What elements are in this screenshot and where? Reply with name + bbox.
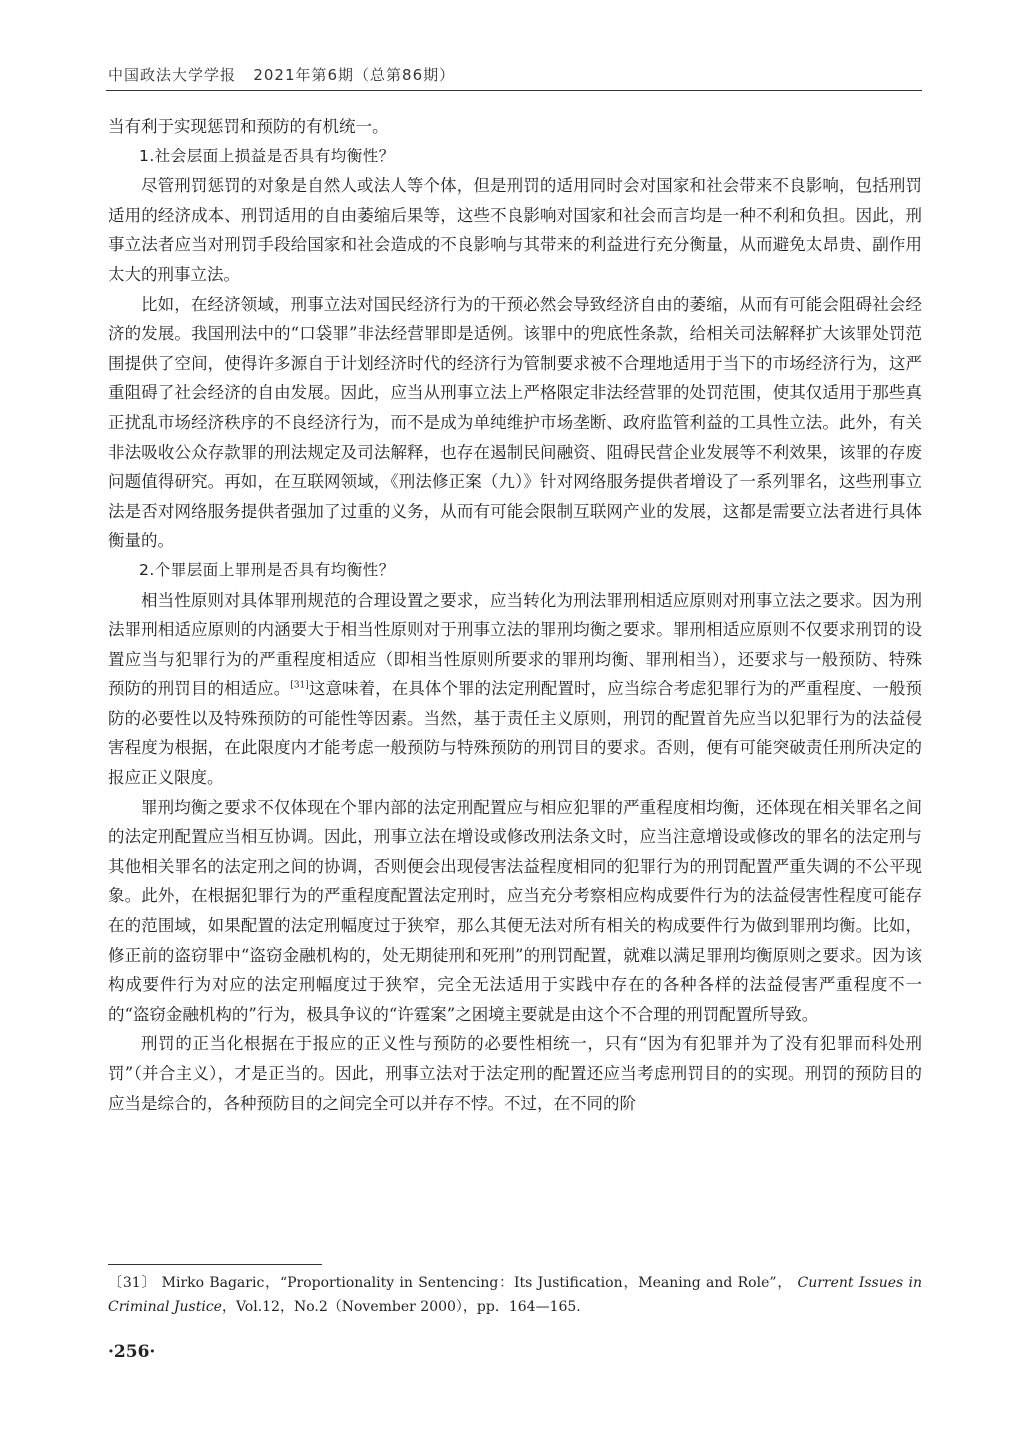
footnote [108, 1271, 922, 1319]
main-text [108, 112, 922, 1118]
paragraph-with-footnote [108, 586, 922, 793]
issue-info: 2021年第6期（总第86期） [253, 66, 456, 84]
section-heading-2: 2.个罪层面上罪刑是否具有均衡性？ [139, 560, 395, 579]
paragraph: 刑罚的正当化根据在于报应的正义性与预防的必要性相统一，只有“因为有犯罪并为了没有犯罪而科处刑罚”（并合主义），才是正当的。因此，刑事立法对于法定刑的配置还应当考虑刑罚目的的实现。刑罚的预防目的应当是综合的，各种预防目的之间完全可以并存不悖。不过，在不同的阶 [108, 1034, 922, 1113]
footnote-rule [108, 1264, 322, 1265]
footnote-journal: Criminal Justice [108, 1299, 222, 1315]
paragraph-continuation: 当有利于实现惩罚和预防的有机统一。 [108, 117, 389, 136]
footnote-reference[interactable]: [31] [290, 680, 309, 691]
journal-name: 中国政法大学学报 [108, 66, 237, 84]
footnote-journal: Current Issues in [797, 1275, 922, 1291]
footnote-label: 〔31〕 [108, 1275, 157, 1291]
section-heading-1: 1.社会层面上损益是否具有均衡性？ [139, 146, 395, 165]
paragraph: 比如，在经济领域，刑事立法对国民经济行为的干预必然会导致经济自由的萎缩，从而有可能会阻碍社会经济的发展。我国刑法中的“口袋罪”非法经营罪即是适例。该罪中的兜底性条款，给相关司法解释扩大该罪处罚范围提供了空间，使得许多源自于计划经济时代的经济行为管制要求被不合理地适用于当下的市场经济行为，这严重阻碍了社会经济的自由发展。因此，应当从刑事立法上严格限定非法经营罪的处罚范围，使其仅适用于那些真正扰乱市场经济秩序的不良经济行为，而不是成为单纯维护市场垄断、政府监管利益的工具性立法。此外，有关非法吸收公众存款罪的刑法规定及司法解释，也存在遏制民间融资、阻碍民营企业发展等不利效果，该罪的存废问题值得研究。再如，在互联网领域，《刑法修正案（九）》针对网络服务提供者增设了一系列罪名，这些刑事立法是否对网络服务提供者强加了过重的义务，从而有可能会限制互联网产业的发展，这都是需要立法者进行具体衡量的。 [108, 294, 922, 551]
header-rule [106, 90, 922, 91]
paragraph: 尽管刑罚惩罚的对象是自然人或法人等个体，但是刑罚的适用同时会对国家和社会带来不良影响，包括刑罚适用的经济成本、刑罚适用的自由萎缩后果等，这些不良影响对国家和社会而言均是一种不利和负担。因此，刑事立法者应当对刑罚手段给国家和社会造成的不良影响与其带来的利益进行充分衡量，从而避免太昂贵、副作用太大的刑事立法。 [108, 176, 922, 284]
paragraph-text: 相当性原则对具体罪刑规范的合理设置之要求，应当转化为刑法罪刑相适应原则对刑事立法之要求。因为刑法罪刑相适应原则的内涵要大于相当性原则对于刑事立法的罪刑均衡之要求。罪刑相适应原则不仅要求刑罚的设置应当与犯罪行为的严重程度相适应（即相当性原则所要求的罪刑均衡、罪刑相当），还要求与一般预防、特殊预防的刑罚目的相适应。 [108, 590, 922, 699]
page-number: ·256· [108, 1342, 156, 1362]
running-header [108, 64, 922, 85]
footnote-text: Mirko Bagaric，“Proportionality in Sentencing：Its Justification，Meaning and Role”， [161, 1275, 793, 1291]
footnote-text: ，Vol.12，No.2（November 2000），pp．164—165. [221, 1299, 581, 1315]
paragraph-text: 这意味着，在具体个罪的法定刑配置时，应当综合考虑犯罪行为的严重程度、一般预防的必要性以及特殊预防的可能性等因素。当然，基于责任主义原则，刑罚的配置首先应当以犯罪行为的法益侵害程度为根据，在此限度内才能考虑一般预防与特殊预防的刑罚目的要求。否则，便有可能突破责任刑所决定的报应正义限度。 [108, 679, 923, 788]
paragraph: 罪刑均衡之要求不仅体现在个罪内部的法定刑配置应与相应犯罪的严重程度相均衡，还体现在相关罪名之间的法定刑配置应当相互协调。因此，刑事立法在增设或修改刑法条文时，应当注意增设或修改的罪名的法定刑与其他相关罪名的法定刑之间的协调，否则便会出现侵害法益程度相同的犯罪行为的刑罚配置严重失调的不公平现象。此外，在根据犯罪行为的严重程度配置法定刑时，应当充分考察相应构成要件行为的法益侵害性程度可能存在的范围域，如果配置的法定刑幅度过于狭窄，那么其便无法对所有相关的构成要件行为做到罪刑均衡。比如，修正前的盗窃罪中“盗窃金融机构的，处无期徒刑和死刑”的刑罚配置，就难以满足罪刑均衡原则之要求。因为该构成要件行为对应的法定刑幅度过于狭窄，完全无法适用于实践中存在的各种各样的法益侵害严重程度不一的“盗窃金融机构的”行为，极具争议的“许霆案”之困境主要就是由这个不合理的刑罚配置所导致。 [108, 797, 922, 1024]
